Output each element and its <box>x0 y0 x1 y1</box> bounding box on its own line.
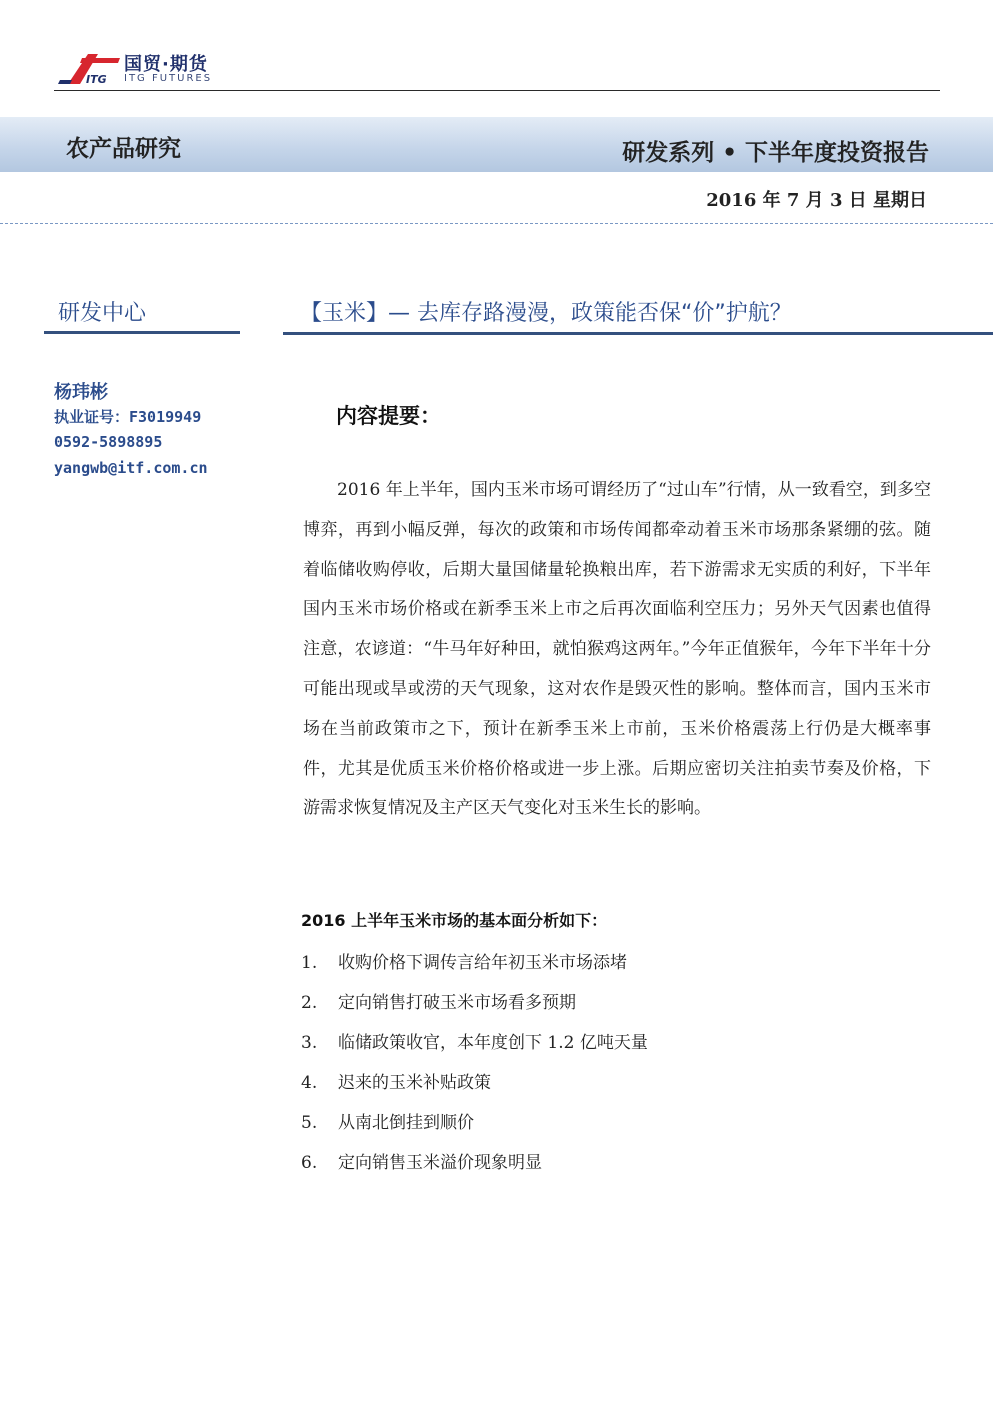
author-name: 杨玮彬 <box>54 382 108 403</box>
logo-mark-text: ITG <box>86 73 107 86</box>
list-item-number: 4. <box>301 1073 318 1093</box>
logo-chinese-name: 国贸·期货 <box>124 54 208 75</box>
list-item-text: 收购价格下调传言给年初玉米市场添堵 <box>338 953 627 973</box>
list-item <box>301 1148 921 1188</box>
list-item <box>301 1108 921 1148</box>
sidebar-rule <box>44 331 240 334</box>
list-item <box>301 1028 921 1068</box>
phone-number: 0592-5898895 <box>54 433 163 451</box>
header-divider <box>54 90 940 91</box>
report-date: 2016 年 7 月 3 日 星期日 <box>706 190 927 211</box>
list-item-number: 3. <box>301 1033 318 1053</box>
report-title: 【玉米】— 去库存路漫漫，政策能否保“价”护航？ <box>300 301 792 326</box>
report-category: 农产品研究 <box>66 136 181 162</box>
analysis-list <box>301 948 921 1188</box>
report-series: 研发系列 • 下半年度投资报告 <box>622 140 929 166</box>
company-logo <box>58 50 228 90</box>
abstract-paragraph: 2016 年上半年，国内玉米市场可谓经历了“过山车”行情，从一致看空，到多空博弈，再到小幅反弹，每次的政策和市场传闻都牵动着玉米市场那条紧绷的弦。随着临储收购停收，后期大量国储量轮换粮出库，若下游需求无实质的利好，下半年国内玉米市场价格或在新季玉米上市之后再次面临利空压力；另外天气因素也值得注意，农谚道：“牛马年好种田，就怕猴鸡这两年。”今年正值猴年，今年下半年十分可能出现或旱或涝的天气现象，这对农作是毁灭性的影响。整体而言，国内玉米市场在当前政策市之下，预计在新季玉米上市前，玉米价格震荡上行仍是大概率事件，尤其是优质玉米价格价格或进一步上涨。后期应密切关注拍卖节奏及价格，下游需求恢复情况及主产区天气变化对玉米生长的影响。 <box>303 480 931 819</box>
email-link[interactable]: yangwb@itf.com.cn <box>54 459 208 477</box>
license-number: 执业证号：F3019949 <box>54 408 202 426</box>
itg-logo-icon <box>58 50 122 86</box>
dashed-divider <box>0 223 993 224</box>
list-item-number: 6. <box>301 1153 318 1173</box>
list-item-text: 临储政策收官，本年度创下 1.2 亿吨天量 <box>338 1033 648 1053</box>
list-item <box>301 1068 921 1108</box>
list-item-number: 2. <box>301 993 318 1013</box>
list-item-text: 定向销售玉米溢价现象明显 <box>338 1153 542 1173</box>
logo-english-name: ITG FUTURES <box>124 73 213 84</box>
title-rule <box>283 332 993 335</box>
list-item-text: 定向销售打破玉米市场看多预期 <box>338 993 576 1013</box>
department-heading: 研发中心 <box>58 301 147 326</box>
list-item-text: 从南北倒挂到顺价 <box>338 1113 474 1133</box>
list-item-number: 1. <box>301 953 318 973</box>
analysis-heading: 2016 上半年玉米市场的基本面分析如下： <box>301 911 608 930</box>
list-item-text: 迟来的玉米补贴政策 <box>338 1073 491 1093</box>
summary-heading: 内容提要： <box>336 404 441 428</box>
list-item <box>301 948 921 988</box>
list-item-number: 5. <box>301 1113 318 1133</box>
list-item <box>301 988 921 1028</box>
